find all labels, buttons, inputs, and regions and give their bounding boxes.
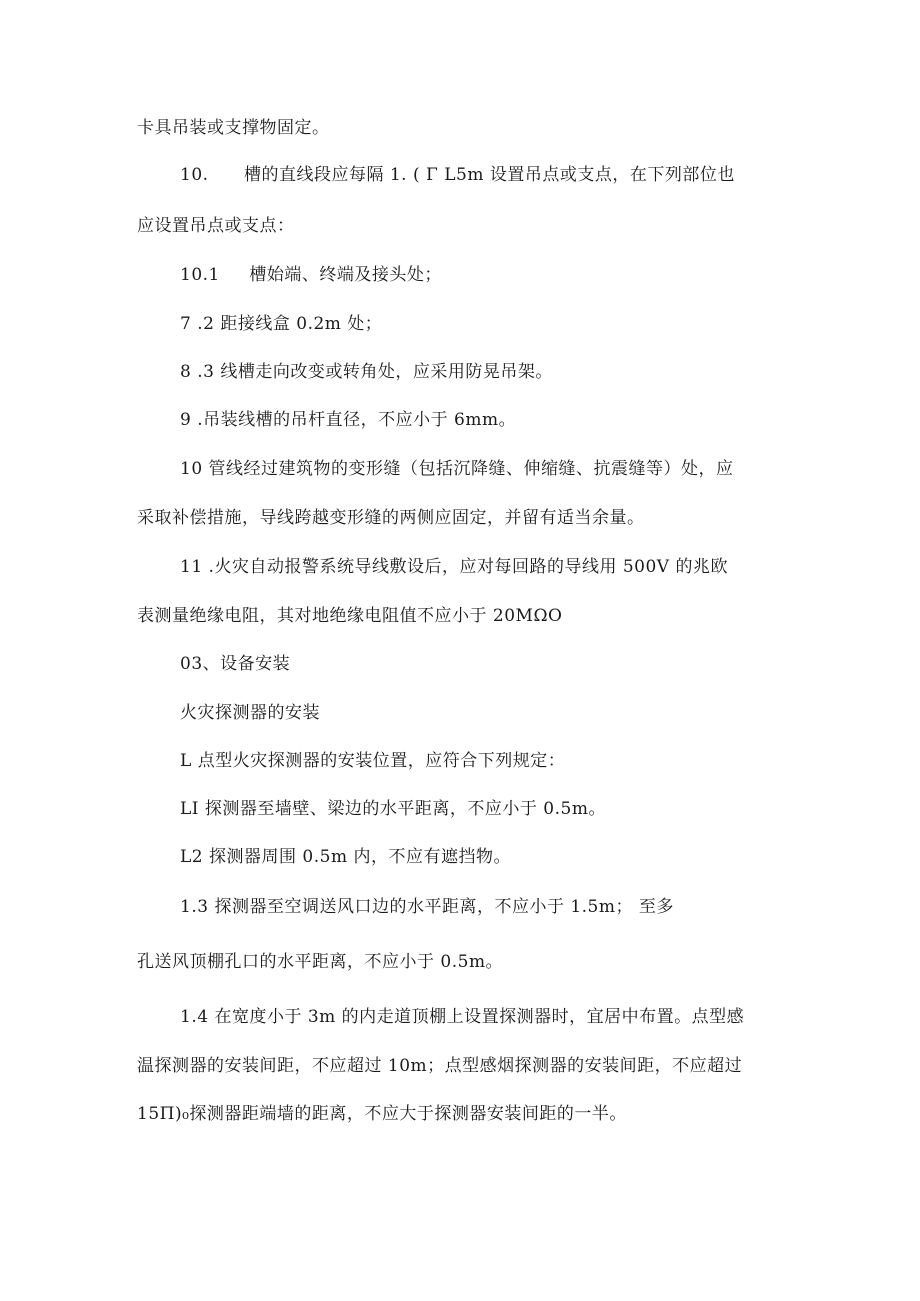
text-line-6: 8 .3 线槽走向改变或转角处，应采用防晃吊架。 <box>180 362 553 382</box>
section-heading: 03、设备安装 <box>180 654 291 674</box>
text-line-9: 采取补偿措施，导线跨越变形缝的两侧应固定，并留有适当余量。 <box>137 508 645 528</box>
subsection-heading: 火灾探测器的安装 <box>180 703 320 723</box>
text-line-21: 15Π)₀探测器距端墙的距离，不应大于探测器安装间距的一半。 <box>137 1104 627 1124</box>
text-line-18: 孔送风顶棚孔口的水平距离，不应小于 0.5m。 <box>137 952 504 972</box>
text-line-5: 7 .2 距接线盒 0.2m 处； <box>180 314 383 334</box>
text-line-2: 10. 槽的直线段应每隔 1. ( Γ L5m 设置吊点或支点，在下列部位也 <box>180 165 735 185</box>
text-line-20: 温探测器的安装间距，不应超过 10m；点型感烟探测器的安装间距，不应超过 <box>137 1056 743 1076</box>
text-line-3: 应设置吊点或支点： <box>137 216 295 236</box>
text-line-7: 9 .吊装线槽的吊杆直径，不应小于 6mm。 <box>180 410 517 430</box>
text-line-11: 表测量绝缘电阻，其对地绝缘电阻值不应小于 20MΩO <box>137 606 563 626</box>
text-line-16: L2 探测器周围 0.5m 内，不应有遮挡物。 <box>180 847 511 867</box>
text-line-4: 10.1 槽始端、终端及接头处； <box>180 265 442 285</box>
text-line-17: 1.3 探测器至空调送风口边的水平距离，不应小于 1.5m； 至多 <box>180 897 674 917</box>
text-line-1: 卡具吊装或支撑物固定。 <box>137 118 330 138</box>
text-line-14: L 点型火灾探测器的安装位置，应符合下列规定： <box>180 751 566 771</box>
text-line-15: LI 探测器至墙壁、梁边的水平距离，不应小于 0.5m。 <box>180 799 606 819</box>
text-line-8: 10 管线经过建筑物的变形缝（包括沉降缝、伸缩缝、抗震缝等）处，应 <box>180 459 734 479</box>
text-line-19: 1.4 在宽度小于 3m 的内走道顶棚上设置探测器时，宜居中布置。点型感 <box>180 1007 745 1027</box>
text-line-10: 11 .火灾自动报警系统导线敷设后，应对每回路的导线用 500V 的兆欧 <box>180 557 728 577</box>
